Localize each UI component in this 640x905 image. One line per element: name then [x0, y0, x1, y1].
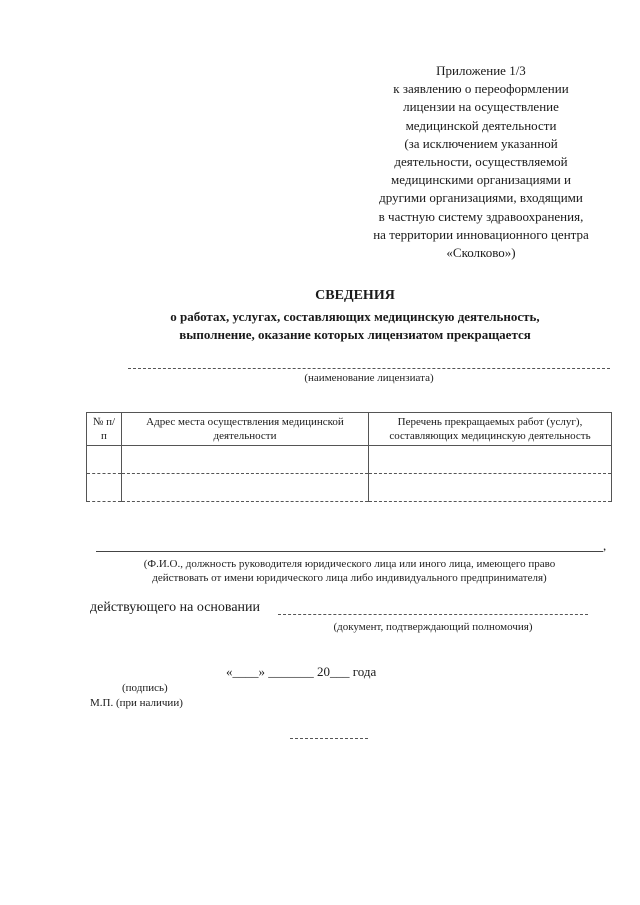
table-row — [87, 474, 612, 502]
appendix-line: Приложение 1/3 — [436, 63, 526, 78]
appendix-line: (за исключением указанной — [404, 135, 558, 151]
appendix-line: к заявлению о переоформлении — [393, 81, 569, 97]
appendix-line: в частную систему здравоохранения, — [378, 208, 584, 224]
subtitle-line-2: выполнение, оказание которых лицензиатом прекращается — [179, 327, 531, 342]
subtitle-line-1: о работах, услугах, составляющих медицинскую деятельность, — [170, 309, 540, 324]
date-field[interactable]: «____» _______ 20___ года — [226, 664, 377, 679]
basis-label: действующего на основании — [90, 600, 261, 615]
signer-comma: , — [603, 538, 607, 553]
signer-caption — [96, 557, 603, 585]
stamp-caption: М.П. (при наличии) — [90, 697, 183, 709]
table-cell[interactable] — [87, 474, 122, 502]
column-header-works: Перечень прекращаемых работ (услуг), составляющих медицинскую деятельность — [369, 413, 612, 446]
column-header-address: Адрес места осуществления медицинской деятельности — [122, 413, 369, 446]
column-header-number: № п/п — [87, 413, 122, 446]
table-cell[interactable] — [122, 474, 369, 502]
table-cell[interactable] — [122, 446, 369, 474]
table-cell[interactable] — [369, 474, 612, 502]
signer-caption-line-1: (Ф.И.О., должность руководителя юридического лица или иного лица, имеющего право — [143, 558, 556, 570]
licensee-name-line[interactable] — [128, 368, 610, 369]
appendix-line: деятельности, осуществляемой — [394, 154, 568, 170]
table-cell[interactable] — [369, 446, 612, 474]
appendix-line: медицинскими организациями и — [391, 172, 571, 188]
appendix-line: лицензии на осуществление — [403, 99, 559, 115]
appendix-line: медицинской деятельности — [405, 117, 557, 133]
services-table — [86, 412, 612, 502]
document-subtitle — [120, 308, 590, 344]
table-row — [87, 446, 612, 474]
signature-caption: (подпись) — [122, 682, 168, 694]
signer-caption-line-2: действовать от имени юридического лица либо индивидуального предпринимателя) — [152, 572, 547, 584]
appendix-line: другими организациями, входящими — [379, 190, 583, 206]
basis-document-line[interactable] — [278, 614, 588, 615]
document-title: СВЕДЕНИЯ — [315, 288, 395, 303]
table-cell[interactable] — [87, 446, 122, 474]
basis-caption: (документ, подтверждающий полномочия) — [333, 621, 533, 633]
appendix-line: на территории инновационного центра — [373, 226, 589, 242]
signer-name-line[interactable] — [96, 551, 603, 552]
appendix-note — [350, 62, 612, 262]
footer-divider — [290, 738, 368, 739]
appendix-line: «Сколково») — [446, 245, 516, 261]
table-header-row — [87, 413, 612, 446]
licensee-caption: (наименование лицензиата) — [304, 372, 434, 384]
